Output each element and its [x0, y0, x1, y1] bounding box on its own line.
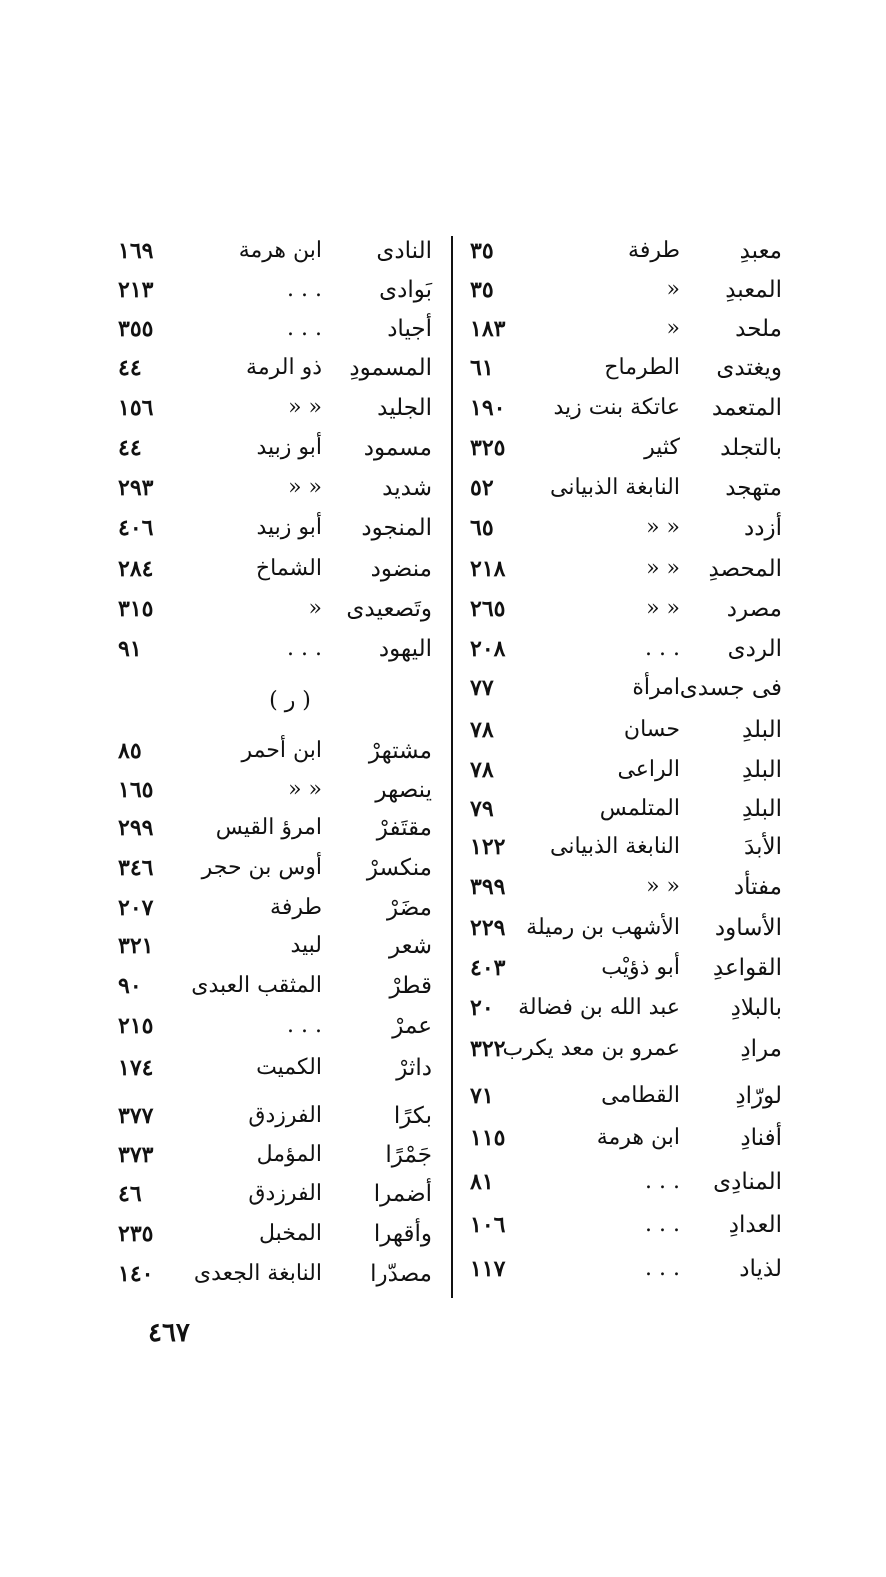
page-reference: ٣٧٧ — [118, 1103, 154, 1129]
poet-name: . . . — [287, 636, 322, 661]
rhyme-word: مشتهرْ — [368, 738, 432, 764]
poet-name: النابغة الذبيانى — [550, 475, 680, 500]
page-reference: ٧٧ — [470, 675, 494, 701]
poet-name: طرفة — [628, 238, 680, 263]
poet-name: أبو زبيد — [256, 515, 322, 540]
poet-name: ابن هرمة — [238, 238, 322, 263]
rhyme-word: بالتجلد — [720, 435, 782, 461]
poet-name: الفرزدق — [248, 1103, 322, 1128]
poet-name: طرفة — [270, 895, 322, 920]
page-reference: ٣٤٦ — [118, 855, 154, 881]
index-entry-row — [118, 1098, 432, 1134]
rhyme-word: الأبدَ — [744, 834, 782, 860]
index-entry-row — [470, 430, 782, 466]
index-entry-row — [118, 1008, 432, 1044]
page-reference: ٢١٥ — [118, 1013, 154, 1039]
page-reference: ١٨٣ — [470, 316, 506, 342]
page-reference: ٢٠٧ — [118, 895, 154, 921]
rhyme-word: أزدد — [744, 515, 782, 541]
page-reference: ٣٥ — [470, 277, 494, 303]
index-entry-row — [118, 272, 432, 308]
rhyme-word: شديد — [382, 475, 432, 501]
poet-name: النابغة الذبيانى — [550, 834, 680, 859]
index-entry-row — [118, 1137, 432, 1173]
page-reference: ٢١٨ — [470, 556, 506, 582]
poet-name: الفرزدق — [248, 1181, 322, 1206]
poet-name: » — [308, 596, 322, 621]
page-reference: ٨٥ — [118, 738, 142, 764]
index-entry-row — [118, 311, 432, 347]
page-reference: ٢٦٥ — [470, 596, 506, 622]
page-reference: ٢٠٨ — [470, 636, 506, 662]
page-reference: ٢١٣ — [118, 277, 154, 303]
page-reference: ٧٨ — [470, 757, 494, 783]
index-entry-row — [118, 968, 432, 1004]
index-entry-row — [470, 990, 782, 1026]
page-reference: ٧٩ — [470, 796, 494, 822]
rhyme-word: أفنادِ — [740, 1125, 782, 1151]
poet-name: . . . — [645, 1256, 680, 1281]
index-entry-row — [118, 430, 432, 466]
page-reference: ٣٩٩ — [470, 874, 506, 900]
page-number: ٤٦٧ — [148, 1318, 190, 1348]
poet-name: » » — [646, 874, 680, 899]
rhyme-word: المحصدِ — [708, 556, 782, 582]
page-reference: ١٦٩ — [118, 238, 154, 264]
rhyme-word: معبدِ — [739, 238, 782, 264]
poet-name: الكميت — [256, 1055, 322, 1080]
page-reference: ٤٤ — [118, 355, 142, 381]
rhyme-word: بكرًا — [393, 1103, 432, 1129]
page-reference: ٢٢٩ — [470, 915, 506, 941]
index-entry-row — [470, 712, 782, 748]
poet-name: لبيد — [290, 933, 322, 958]
section-header: ( ر ) — [269, 688, 311, 713]
index-entry-row — [470, 390, 782, 426]
poet-name: النابغة الجعدى — [193, 1261, 322, 1286]
rhyme-word: النادى — [376, 238, 432, 264]
rhyme-word: وأقهرا — [373, 1221, 432, 1247]
poet-name: . . . — [645, 1169, 680, 1194]
rhyme-word: ويغتدى — [716, 355, 782, 381]
poet-name: عبد الله بن فضالة — [518, 995, 680, 1020]
page-reference: ٦٥ — [470, 515, 494, 541]
poet-name: . . . — [645, 636, 680, 661]
poet-name: . . . — [287, 1013, 322, 1038]
rhyme-word: مسمود — [363, 435, 432, 461]
index-entry-row — [470, 1120, 782, 1156]
poet-name: » » — [288, 475, 322, 500]
index-entry-row — [470, 591, 782, 627]
index-entry-row — [118, 350, 432, 386]
page-reference: ١١٥ — [470, 1125, 506, 1151]
rhyme-word: الجليد — [377, 395, 432, 421]
page-reference: ٧٨ — [470, 717, 494, 743]
poet-name: كثير — [644, 435, 680, 460]
index-entry-row — [118, 1176, 432, 1212]
rhyme-word: مقتَفرْ — [376, 815, 432, 841]
rhyme-word: القواعدِ — [712, 955, 782, 981]
poet-name: ابن أحمر — [241, 738, 322, 763]
page-reference: ٣٢٢ — [470, 1036, 506, 1062]
poet-name: ابن هرمة — [596, 1125, 680, 1150]
page-reference: ٣١٥ — [118, 596, 154, 622]
index-entry-row — [118, 470, 432, 506]
rhyme-word: اليهود — [378, 636, 432, 662]
index-entry-row — [118, 510, 432, 546]
rhyme-word: بَوادى — [379, 277, 432, 303]
poet-name: امرؤ القيس — [215, 815, 322, 840]
index-entry-row — [118, 233, 432, 269]
poet-name: عاتكة بنت زيد — [553, 395, 680, 420]
rhyme-word: ينصهر — [375, 777, 432, 803]
page-reference: ١٥٦ — [118, 395, 154, 421]
rhyme-word: قطرْ — [389, 973, 432, 999]
page-reference: ١١٧ — [470, 1256, 506, 1282]
poet-name: » » — [288, 395, 322, 420]
poet-name: أوس بن حجر — [201, 855, 322, 880]
rhyme-word: مفتأد — [733, 874, 782, 900]
index-entry-row — [118, 850, 432, 886]
poet-name: » — [666, 277, 680, 302]
rhyme-word: الردى — [727, 636, 782, 662]
poet-name: ذو الرمة — [246, 355, 322, 380]
poet-name: عمرو بن معد يكرب — [502, 1036, 680, 1061]
index-entry-row — [118, 551, 432, 587]
index-entry-row — [118, 810, 432, 846]
page-reference: ١٤٠ — [118, 1261, 154, 1287]
page-reference: ٤٦ — [118, 1181, 142, 1207]
index-entry-row — [470, 950, 782, 986]
poet-name: الأشهب بن رميلة — [526, 915, 680, 940]
rhyme-word: مرادِ — [740, 1036, 782, 1062]
index-entry-row — [118, 928, 432, 964]
poet-name: القطامى — [601, 1083, 680, 1108]
poet-name: . . . — [287, 277, 322, 302]
index-entry-row — [470, 869, 782, 905]
poet-name: أبو زبيد — [256, 435, 322, 460]
poet-name: امرأة — [632, 675, 680, 700]
page-reference: ٦١ — [470, 355, 494, 381]
rhyme-word: بالبلادِ — [730, 995, 782, 1021]
page-reference: ٤٤ — [118, 435, 142, 461]
page-reference: ٣٢١ — [118, 933, 154, 959]
rhyme-word: لورّادِ — [735, 1083, 782, 1109]
poet-name: » » — [288, 777, 322, 802]
rhyme-word: منكسرْ — [366, 855, 432, 881]
poet-name: الراعى — [617, 757, 680, 782]
index-entry-row — [470, 1031, 782, 1067]
index-entry-row — [118, 733, 432, 769]
index-entry-row — [470, 1164, 782, 1200]
page-reference: ٢٣٥ — [118, 1221, 154, 1247]
index-entry-row — [470, 1078, 782, 1114]
page-reference: ٨١ — [470, 1169, 494, 1195]
page-reference: ١٠٦ — [470, 1212, 506, 1238]
page-reference: ٣٧٣ — [118, 1142, 154, 1168]
index-entry-row — [118, 1050, 432, 1086]
poet-name: أبو ذؤيْب — [601, 955, 680, 980]
rhyme-word: ملحد — [735, 316, 782, 342]
index-entry-row — [118, 890, 432, 926]
index-entry-row — [118, 631, 432, 667]
column-divider — [451, 236, 453, 1298]
page-reference: ٤٠٣ — [470, 955, 506, 981]
index-entry-row — [470, 470, 782, 506]
index-entry-row — [470, 233, 782, 269]
rhyme-word: أضمرا — [373, 1181, 432, 1207]
rhyme-word: المنجود — [361, 515, 432, 541]
index-entry-row — [118, 772, 432, 808]
poet-name: » » — [646, 596, 680, 621]
poet-name: » » — [646, 515, 680, 540]
index-entry-row — [470, 311, 782, 347]
rhyme-word: منضود — [370, 556, 432, 582]
rhyme-word: لذياد — [739, 1256, 782, 1282]
index-entry-row — [470, 510, 782, 546]
poet-name: المتلمس — [599, 796, 680, 821]
page-reference: ٤٠٦ — [118, 515, 154, 541]
rhyme-word: فى جسدى — [679, 675, 782, 701]
poet-name: الطرماح — [604, 355, 680, 380]
rhyme-word: عمرْ — [392, 1013, 432, 1039]
index-entry-row — [470, 829, 782, 865]
poet-name: المخبل — [258, 1221, 322, 1246]
page-reference: ٥٢ — [470, 475, 494, 501]
poet-name: الشماخ — [255, 556, 322, 581]
page-reference: ٣٥٥ — [118, 316, 154, 342]
rhyme-word: العدادِ — [728, 1212, 782, 1238]
rhyme-word: مضَرْ — [387, 895, 432, 921]
poet-name: حسان — [623, 717, 680, 742]
index-entry-row — [470, 1251, 782, 1287]
page-reference: ٩١ — [118, 636, 142, 662]
page-reference: ٢٩٣ — [118, 475, 154, 501]
rhyme-word: مصدّرا — [370, 1261, 432, 1287]
page-reference: ١٦٥ — [118, 777, 154, 803]
rhyme-word: وتَصعيدى — [346, 596, 432, 622]
rhyme-word: المنادِى — [713, 1169, 782, 1195]
poet-name: المثقب العبدى — [191, 973, 322, 998]
page-reference: ٣٢٥ — [470, 435, 506, 461]
page-reference: ٣٥ — [470, 238, 494, 264]
poet-name: » — [666, 316, 680, 341]
rhyme-word: المسمودِ — [349, 355, 432, 381]
page-reference: ١٢٢ — [470, 834, 506, 860]
page-reference: ١٧٤ — [118, 1055, 154, 1081]
index-entry-row — [470, 551, 782, 587]
index-entry-row — [470, 670, 782, 706]
rhyme-word: متهجد — [725, 475, 782, 501]
page-reference: ١٩٠ — [470, 395, 506, 421]
index-entry-row — [470, 631, 782, 667]
index-entry-row — [470, 1207, 782, 1243]
poet-name: . . . — [645, 1212, 680, 1237]
rhyme-word: جَمْرًا — [385, 1142, 432, 1168]
page-reference: ٢٩٩ — [118, 815, 154, 841]
poet-name: » » — [646, 556, 680, 581]
rhyme-word: البلدِ — [741, 717, 782, 743]
rhyme-word: البلدِ — [741, 757, 782, 783]
page-reference: ٩٠ — [118, 973, 142, 999]
index-entry-row — [118, 1256, 432, 1292]
poet-name: المؤمل — [256, 1142, 322, 1167]
rhyme-word: المعبدِ — [725, 277, 782, 303]
index-entry-row — [470, 791, 782, 827]
rhyme-word: مصرد — [726, 596, 782, 622]
rhyme-word: المتعمد — [711, 395, 782, 421]
rhyme-word: البلدِ — [741, 796, 782, 822]
rhyme-word: الأساود — [714, 915, 782, 941]
page-reference: ٧١ — [470, 1083, 494, 1109]
page-reference: ٢٠ — [470, 995, 494, 1021]
index-entry-row — [470, 350, 782, 386]
index-entry-row — [470, 272, 782, 308]
rhyme-word: داثرْ — [396, 1055, 432, 1081]
index-entry-row — [470, 910, 782, 946]
rhyme-word: أجياد — [387, 316, 432, 342]
index-entry-row — [470, 752, 782, 788]
poet-name: . . . — [287, 316, 322, 341]
rhyme-word: شعر — [388, 933, 432, 959]
index-entry-row — [118, 1216, 432, 1252]
index-entry-row — [118, 390, 432, 426]
page-reference: ٢٨٤ — [118, 556, 154, 582]
index-entry-row — [118, 591, 432, 627]
